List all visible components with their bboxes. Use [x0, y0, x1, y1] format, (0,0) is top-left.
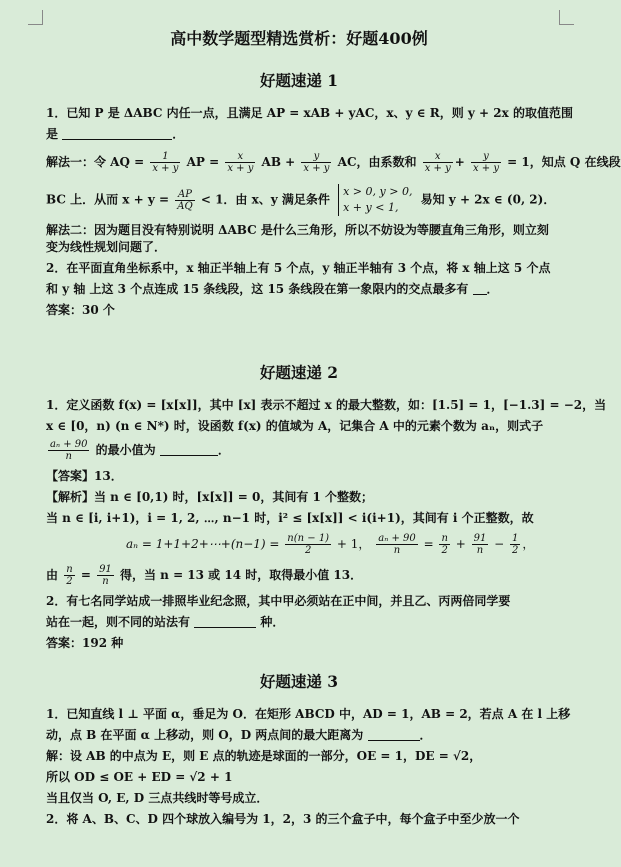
- problem-2-1-line-1: 1．定义函数 f(x) = [x[x]]，其中 [x] 表示不超过 x 的最大整数，如：[1.5] = 1，[−1.3] = −2，当: [46, 398, 607, 412]
- solution-1-line-1: 解法一：令 AQ = $\frac{1}{x + y}$ AP = $\frac{x}{x + y}$ AB + $\frac{y}{x + y}$ AC，由系数和 $\frac{x}{x + y}$ + $\frac{y}{x + y}$ = 1，知点 Q 在线段: [46, 151, 621, 174]
- analysis-line-1: 【解析】当 n ∈ [0,1) 时，[x[x]] = 0，其间有 1 个整数；: [46, 490, 374, 504]
- text: AC，由系数和: [337, 155, 421, 169]
- problem-1-1-line-1: 1．已知 P 是 ΔABC 内任一点，且满足 AP = xAB + yAC，x、y ∈ R，则 y + 2x 的取值范围: [46, 106, 573, 120]
- text: 解法一：令 AQ =: [46, 155, 149, 169]
- section-2: [46, 361, 607, 652]
- text: = 1，知点 Q 在线段: [507, 155, 621, 169]
- fraction: $\frac{y}{x + y}$: [472, 151, 499, 174]
- page-corner-mark-right: [559, 10, 574, 25]
- analysis-line-2: 当 n ∈ [i, i+1)，i = 1, 2, ⋯, n−1 时，i² ≤ [x[x]] < i(i+1)，其间有 i 个正整数，故: [46, 511, 534, 525]
- fraction: $\frac{\text{aₙ + 90}}{n}$: [378, 533, 416, 556]
- inequality-system: x > 0, y > 0, x + y < 1,: [338, 184, 412, 216]
- text: 和 y 轴 上这 3 个点连成 15 条线段，这 15 条线段在第一象限内的交点最多有: [46, 282, 469, 296]
- section-title: 好题速递 3: [259, 672, 339, 691]
- solution-3-line-3: 当且仅当 O, E, D 三点共线时等号成立．: [46, 791, 269, 805]
- document-page: [46, 22, 621, 832]
- problem-1-1-line-2: 是 ．: [46, 127, 185, 141]
- fraction: $\frac{91}{n}$: [473, 533, 487, 556]
- problem-3-1-line-2: 动，点 B 在平面 α 上移动，则 O，D 两点间的最大距离为 ．: [46, 728, 432, 742]
- analysis-line-3: 由 $\frac{n}{2}$ = $\frac{91}{n}$ 得，当 n = 13 或 14 时，取得最小值 13．: [46, 564, 363, 587]
- answer-blank: [368, 728, 420, 741]
- problem-2-1-line-3: $\frac{\text{aₙ + 90}}{n}$ 的最小值为 ．: [50, 439, 230, 462]
- fraction: $\frac{1}{2}$: [512, 533, 519, 556]
- problem-1-2-line-2: 和 y 轴 上这 3 个点连成 15 条线段，这 15 条线段在第一象限内的交点最多有 ．: [46, 282, 499, 296]
- problem-3-2-line-1: 2．将 A、B、C、D 四个球放入编号为 1，2，3 的三个盒子中，每个盒子中至少放一个: [46, 812, 520, 826]
- text: 站在一起，则不同的站法有: [46, 615, 191, 629]
- answer-2-2: 答案：192 种: [46, 636, 124, 650]
- problem-1-2-line-1: 2．在平面直角坐标系中，x 轴正半轴上有 5 个点，y 轴正半轴有 3 个点，将 x 轴上这 5 个点: [46, 261, 551, 275]
- text: 由: [46, 568, 63, 582]
- problem-2-1-line-2: x ∈ [0，n) (n ∈ N*) 时，设函数 f(x) 的值域为 A，记集合 A 中的元素个数为 aₙ，则式子: [46, 419, 544, 433]
- answer-blank: [473, 282, 487, 295]
- document-title: 高中数学题型精选赏析：好题400例: [170, 29, 428, 48]
- fraction: $\frac{n}{2}$: [66, 564, 73, 587]
- solution-1-line-2: [46, 184, 556, 216]
- fraction: $\frac{y}{x + y}$: [303, 151, 330, 174]
- problem-2-2-line-1: 2．有七名同学站成一排照毕业纪念照，其中甲必须站在正中间，并且乙、丙两倍同学要: [46, 594, 511, 608]
- text: BC 上．从而 x + y =: [46, 192, 174, 207]
- answer-blank: [62, 127, 172, 140]
- text: 是: [46, 127, 59, 141]
- fraction: $\frac{x}{x + y}$: [424, 151, 451, 174]
- text: 易知 y + 2x ∈ (0, 2)．: [420, 192, 556, 207]
- answer-2-1: 【答案】13．: [46, 469, 123, 483]
- fraction: $\frac{1}{x + y}$: [152, 151, 179, 174]
- fraction: $\frac{91}{n}$: [99, 564, 112, 587]
- fraction: $\frac{n}{2}$: [441, 533, 448, 556]
- page-corner-mark-left: [28, 10, 43, 25]
- fraction: $\frac{AP}{AQ}$: [177, 188, 193, 212]
- text: 得，当 n = 13 或 14 时，取得最小值 13．: [119, 568, 363, 582]
- answer-blank: [160, 443, 218, 456]
- solution-2: 解法二：因为题目没有特别说明 ΔABC 是什么三角形，所以不妨设为等腰直角三角形，则立刻变为线性规划问题了．: [46, 223, 549, 254]
- text: 的最小值为: [95, 443, 156, 457]
- solution-3-line-2: 所以 OD ≤ OE + ED = √2 + 1: [46, 770, 233, 784]
- problem-3-1-line-1: 1．已知直线 l ⊥ 平面 α，垂足为 O．在矩形 ABCD 中，AD = 1，AB = 2，若点 A 在 l 上移: [46, 707, 571, 721]
- answer-blank: [194, 615, 256, 628]
- fraction: $\frac{x}{x + y}$: [227, 151, 254, 174]
- text: 种．: [260, 615, 285, 629]
- text: < 1．由 x、y 满足条件: [200, 192, 330, 207]
- fraction: $\frac{\text{aₙ + 90}}{n}$: [50, 439, 88, 462]
- section-3: [46, 670, 571, 828]
- analysis-formula: aₙ = 1+1+2+⋯+(n−1) = $\frac{n(n - 1)}{2}$ + 1， $\frac{\text{aₙ + 90}}{n}$ = $\frac{n}{2}$ + $\frac{91}{n}$ − $\frac{1}{2}$ ，: [126, 533, 535, 556]
- section-title: 好题速递 2: [259, 363, 339, 382]
- section-1: [46, 69, 621, 319]
- answer-1-2: 答案：30 个: [46, 303, 115, 317]
- solution-3-line-1: 解：设 AB 的中点为 E，则 E 点的轨迹是球面的一部分，OE = 1，DE = √2，: [46, 749, 482, 763]
- section-title: 好题速递 1: [259, 71, 339, 90]
- text: 动，点 B 在平面 α 上移动，则 O，D 两点间的最大距离为: [46, 728, 364, 742]
- problem-2-2-line-2: [46, 614, 552, 631]
- text: AB +: [261, 155, 300, 169]
- text: AP =: [186, 155, 224, 169]
- fraction: $\frac{n(n - 1)}{2}$: [287, 533, 330, 556]
